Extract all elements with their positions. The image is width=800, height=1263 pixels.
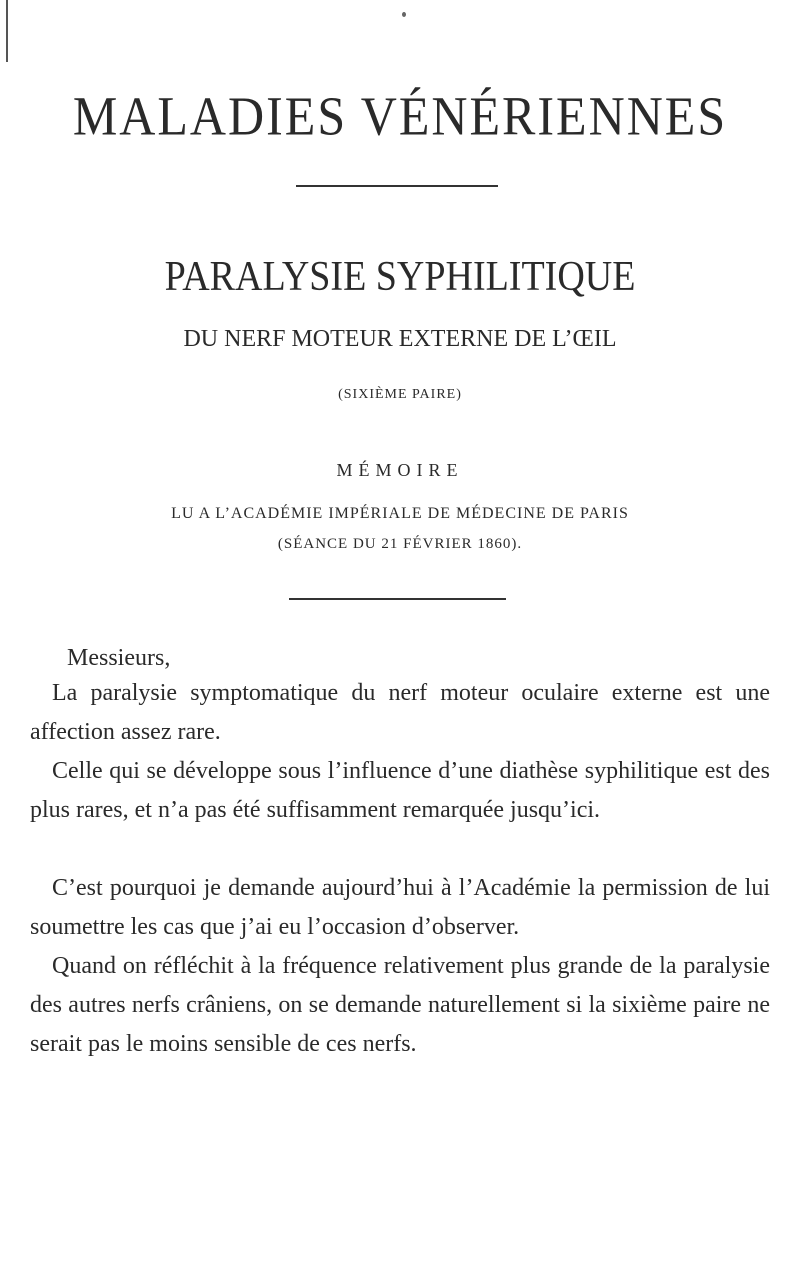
body-paragraph: Celle qui se développe sous l’influence d’une diathèse syphilitique est des plus rares, et n’a pas été suffisamment remarquée jusqu’ici. — [30, 758, 770, 823]
title-divider — [296, 185, 498, 187]
session-date: (SÉANCE DU 21 FÉVRIER 1860). — [277, 536, 523, 552]
body-paragraph: C’est pourquoi je demande aujourd’hui à l’Académie la permission de lui soumettre les cas que j’ai eu l’occasion d’observer. — [30, 875, 770, 940]
article-subtitle-parenthetical: (SIXIÈME PAIRE) — [338, 387, 462, 402]
main-title: MALADIES VÉNÉRIENNES — [72, 85, 728, 147]
memoire-label: MÉMOIRE — [336, 460, 464, 480]
read-at-line: LU A L’ACADÉMIE IMPÉRIALE DE MÉDECINE DE PARIS — [171, 505, 629, 522]
salutation: Messieurs, — [67, 645, 171, 671]
body-paragraph: Quand on réfléchit à la fréquence relativement plus grande de la paralysie des autres nerfs crâniens, on se demande naturellement si la sixième paire ne serait pas le moins sensible de ces nerfs. — [30, 953, 770, 1057]
body-paragraph: La paralysie symptomatique du nerf moteur oculaire externe est une affection assez rare. — [30, 680, 770, 745]
article-subtitle: DU NERF MOTEUR EXTERNE DE L’ŒIL — [183, 326, 617, 352]
section-divider — [289, 598, 506, 600]
article-title: PARALYSIE SYPHILITIQUE — [164, 253, 636, 301]
printer-ornament — [402, 12, 406, 17]
binding-edge-line — [6, 0, 8, 62]
